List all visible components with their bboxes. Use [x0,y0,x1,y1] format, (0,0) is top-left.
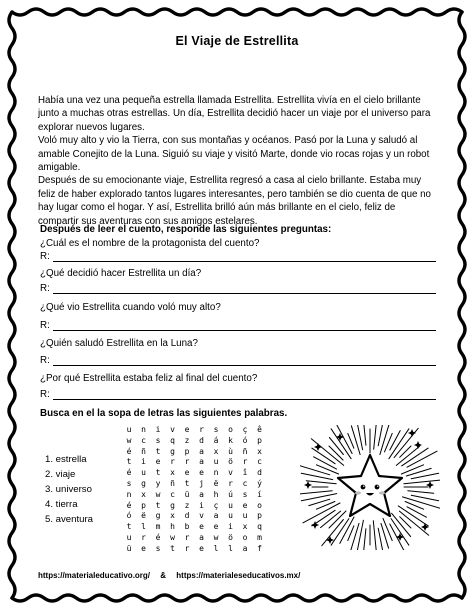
grid-letter[interactable]: a [199,457,204,467]
grid-letter[interactable]: w [170,533,175,542]
answer-label: R: [40,283,50,294]
grid-letter[interactable]: ñ [141,446,146,456]
answer-rule [53,330,436,331]
grid-letter[interactable]: u [141,468,146,478]
grid-letter[interactable]: u [213,457,219,467]
grid-letter[interactable]: a [199,533,204,542]
grid-letter[interactable]: t [170,543,175,553]
grid-letter[interactable]: ö [228,533,233,542]
grid-letter[interactable]: ù [228,446,233,456]
grid-letter[interactable]: d [257,468,262,478]
grid-letter[interactable]: r [170,457,175,467]
answer-label: R: [40,251,50,262]
grid-letter[interactable]: ë [213,479,219,488]
grid-letter[interactable]: n [213,468,219,478]
answer-label: R: [40,355,50,366]
grid-letter[interactable]: d [184,511,190,521]
grid-letter[interactable]: ü [184,489,190,499]
word-list-item: 3. universo [45,484,92,495]
grid-letter[interactable]: é [126,500,132,510]
smiling-star-illustration [300,425,440,550]
grid-letter[interactable]: l [228,543,233,553]
question-1: ¿Cuál es el nombre de la protagonista del cuento? [40,238,260,249]
grid-letter[interactable]: b [184,522,190,532]
grid-letter[interactable]: i [199,500,204,510]
grid-letter[interactable]: e [199,543,204,553]
grid-letter[interactable]: r [184,533,190,542]
answer-rule [53,365,436,366]
grid-letter[interactable]: u [228,511,233,521]
grid-letter[interactable]: t [126,457,132,467]
grid-letter[interactable]: t [155,468,161,478]
footer-link-2[interactable]: https://materialeseducativos.mx/ [176,571,301,580]
grid-letter[interactable]: u [228,500,233,510]
worksheet-title: El Viaje de Estrellita [175,34,299,48]
answer-line-2[interactable] [40,283,440,297]
grid-letter[interactable]: e [242,500,248,510]
grid-letter[interactable]: x [242,522,248,532]
grid-letter[interactable]: g [170,500,175,510]
grid-letter[interactable]: u [126,425,132,434]
footer-link-1[interactable]: https://materialeducativo.org/ [38,571,151,580]
grid-letter[interactable]: u [126,533,132,542]
grid-letter[interactable]: e [141,543,146,553]
grid-letter[interactable]: q [257,522,262,532]
grid-letter[interactable]: ú [228,489,233,499]
grid-letter[interactable]: v [228,468,233,478]
grid-letter[interactable]: g [170,446,175,456]
grid-letter[interactable]: r [184,543,190,553]
answer-line-3[interactable] [40,320,440,334]
grid-letter[interactable]: é [155,533,161,542]
grid-letter[interactable]: c [170,489,175,499]
story-paragraph: Voló muy alto y vio la Tierra, con sus montañas y océanos. Pasó por la Luna y saludó al amable Conejito de la Luna. Siguió su viaje y visitó Marte, donde vio rocas rojas y un robot amigable. [38,135,430,174]
grid-letter[interactable]: s [213,425,219,434]
question-5: ¿Por qué Estrellita estaba feliz al final del cuento? [40,373,258,384]
grid-letter[interactable]: e [199,522,204,532]
grid-letter[interactable]: í [257,489,262,499]
grid-letter[interactable]: o [257,500,262,510]
grid-letter[interactable]: n [141,425,146,434]
grid-letter[interactable]: r [242,457,248,467]
answer-line-5[interactable] [40,389,440,403]
grid-letter[interactable]: r [199,425,204,434]
grid-letter[interactable]: g [155,511,161,521]
grid-letter[interactable]: ñ [170,479,175,488]
grid-letter[interactable]: t [126,522,132,532]
grid-letter[interactable]: ñ [242,446,248,456]
grid-letter[interactable]: e [184,468,190,478]
questions-instruction: Después de leer el cuento, responde las siguientes preguntas: [40,224,332,235]
grid-letter[interactable]: x [257,446,262,456]
grid-letter[interactable]: z [184,435,190,445]
grid-letter[interactable]: ç [242,425,248,434]
grid-letter[interactable]: á [213,435,219,445]
word-list [45,452,93,527]
grid-letter[interactable]: t [184,479,190,488]
grid-letter[interactable]: ç [213,500,219,510]
answer-rule [53,261,436,262]
grid-letter[interactable]: v [170,425,175,434]
grid-letter[interactable]: t [155,500,161,510]
grid-letter[interactable]: h [213,489,219,499]
story-paragraph: Había una vez una pequeña estrella llamada Estrellita. Estrellita vivía en el cielo brillante junto a muchas otras estrellas. Un día, Estrellita decidió hacer un viaje por el universo para explorar nuevos lugares. [38,95,431,133]
grid-letter[interactable]: e [213,522,219,532]
grid-letter[interactable]: ü [126,543,132,553]
grid-letter[interactable]: t [155,446,161,456]
grid-letter[interactable]: x [170,511,175,521]
grid-letter[interactable]: a [242,543,248,553]
grid-letter[interactable]: a [199,489,204,499]
grid-letter[interactable]: l [213,543,219,553]
grid-letter[interactable]: e [184,425,190,434]
grid-letter[interactable]: p [141,500,146,510]
grid-letter[interactable]: q [170,435,175,445]
grid-letter[interactable]: s [155,543,161,553]
grid-letter[interactable]: ó [242,435,248,445]
grid-letter[interactable]: m [155,522,161,532]
grid-letter[interactable]: u [242,511,248,521]
grid-letter[interactable]: é [126,446,132,456]
answer-line-1[interactable] [40,251,440,265]
grid-letter[interactable]: g [141,479,146,488]
grid-letter[interactable]: r [184,457,190,467]
grid-letter[interactable]: v [199,511,204,521]
grid-letter[interactable]: h [170,522,175,532]
question-2: ¿Qué decidió hacer Estrellita un día? [40,268,202,279]
grid-letter[interactable]: s [242,489,248,499]
question-4: ¿Quién saludó Estrellita en la Luna? [40,338,198,349]
grid-letter[interactable]: i [141,457,146,467]
grid-letter[interactable]: ö [228,457,233,467]
answer-rule [53,293,436,294]
grid-letter[interactable]: w [155,489,161,499]
wordsearch-instruction: Busca en el la sopa de letras las siguientes palabras. [40,408,288,419]
answer-label: R: [40,389,50,400]
grid-letter[interactable]: c [141,435,146,445]
footer-links [38,571,300,580]
grid-letter[interactable]: a [213,511,219,521]
question-3: ¿Qué vio Estrellita cuando voló muy alto? [40,302,221,313]
grid-letter[interactable]: s [126,479,132,488]
answer-rule [53,399,436,400]
grid-letter[interactable]: x [141,489,146,499]
grid-letter[interactable]: y [155,479,161,488]
story-paragraph: Después de su emocionante viaje, Estrellita regresó a casa al cielo brillante. Estaba muy feliz de haber explorado tantos lugares interesantes, pero también se dio cuenta de que no hay lugar como el hogar. Y así, Estrellita brilló aún más brillante en el cielo, feliz de compartir sus aventuras con sus amigos estelares. [38,175,431,227]
grid-letter[interactable]: d [199,435,204,445]
grid-letter[interactable]: z [184,500,190,510]
grid-letter[interactable]: î [242,468,248,478]
grid-letter[interactable]: s [155,435,161,445]
grid-letter[interactable]: w [126,435,132,445]
word-list-item: 5. aventura [45,514,94,525]
grid-letter[interactable]: ý [257,479,262,488]
grid-letter[interactable]: a [199,446,204,456]
grid-letter[interactable]: x [170,468,175,478]
grid-letter[interactable]: p [184,446,190,456]
grid-letter[interactable]: o [228,425,233,434]
word-list-item: 1. estrella [45,454,87,465]
grid-letter[interactable]: ë [141,511,146,521]
story-text [38,94,438,228]
word-list-item: 4. tierra [45,499,78,510]
grid-letter[interactable]: c [257,457,262,467]
grid-letter[interactable]: x [213,446,219,456]
grid-letter[interactable]: n [126,489,132,499]
grid-letter[interactable]: r [141,533,146,542]
grid-letter[interactable]: w [213,533,219,542]
grid-letter[interactable]: f [257,543,262,553]
grid-letter[interactable]: i [155,425,161,434]
grid-letter[interactable]: i [228,522,233,532]
grid-letter[interactable]: l [141,522,146,532]
word-list-item: 2. viaje [45,469,76,480]
answer-line-4[interactable] [40,355,440,369]
grid-letter[interactable]: k [228,435,233,445]
footer-separator: & [160,571,167,580]
word-search-grid[interactable] [122,425,272,557]
grid-letter[interactable]: c [242,479,248,488]
grid-letter[interactable]: ê [257,425,262,434]
grid-letter[interactable]: p [257,435,262,445]
grid-letter[interactable]: ó [126,511,132,521]
grid-letter[interactable]: j [199,479,204,488]
grid-letter[interactable]: e [155,457,161,467]
grid-letter[interactable]: r [228,479,233,488]
grid-letter[interactable]: p [257,511,262,521]
grid-letter[interactable]: o [242,533,248,542]
star-character [338,455,402,516]
answer-label: R: [40,320,50,331]
grid-letter[interactable]: m [257,533,262,542]
grid-letter[interactable]: é [126,468,132,478]
grid-letter[interactable]: e [199,468,204,478]
